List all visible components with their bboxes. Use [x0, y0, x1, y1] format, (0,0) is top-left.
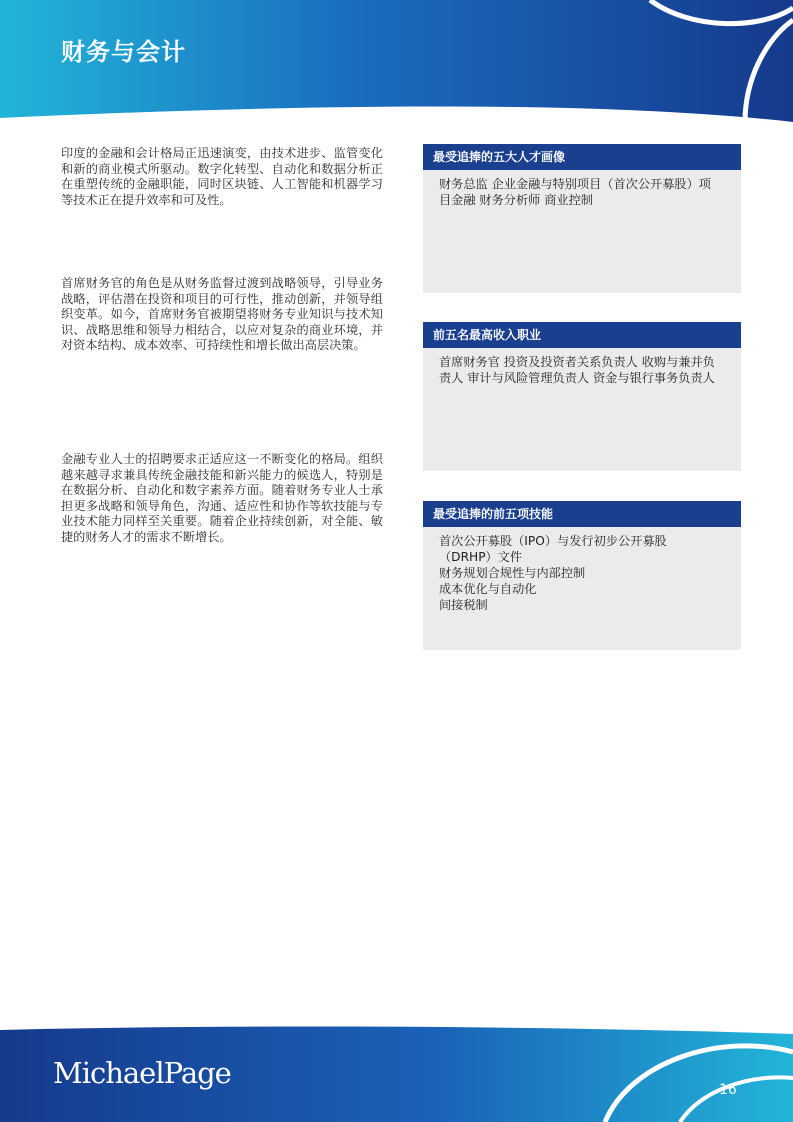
intro-paragraph: 印度的金融和会计格局正迅速演变，由技术进步、监管变化和新的商业模式所驱动。数字化转型、自动化和数据分析正在重塑传统的金融职能，同时区块链、人工智能和机器学习等技术正在提升效率和可及性。: [61, 146, 383, 207]
talent-profiles-body: 财务总监 企业金融与特别项目（首次公开募股）项目金融 财务分析师 商业控制: [439, 177, 711, 207]
top-skills-box: [423, 501, 741, 650]
top-income-heading: 前五名最高收入职业: [423, 322, 741, 348]
top-income-box: [423, 322, 741, 471]
michael-page-logo: MichaelPage: [53, 1056, 231, 1090]
cfo-paragraph: 首席财务官的角色是从财务监督过渡到战略领导，引导业务战略，评估潜在投资和项目的可行性，推动创新，并领导组织变革。如今，首席财务官被期望将财务专业知识与技术知识、战略思维和领导力相结合，以应对复杂的商业环境，并对资本结构、成本效率、可持续性和增长做出高层决策。: [61, 276, 383, 353]
skill-item: 首次公开募股（IPO）与发行初步公开募股（DRHP）文件: [439, 534, 667, 564]
skill-item: 成本优化与自动化: [439, 582, 537, 596]
page-title: 财务与会计: [61, 38, 186, 66]
talent-profiles-heading: 最受追捧的五大人才画像: [423, 144, 741, 170]
top-skills-heading: 最受追捧的前五项技能: [423, 501, 741, 527]
top-income-body: 首席财务官 投资及投资者关系负责人 收购与兼并负责人 审计与风险管理负责人 资金与银行事务负责人: [439, 355, 715, 385]
skill-item: 财务规划合规性与内部控制: [439, 566, 586, 580]
skill-item: 间接税制: [439, 598, 488, 612]
page-footer: [0, 1022, 793, 1122]
page-header: [0, 0, 793, 122]
top-skills-list: [423, 527, 741, 613]
recruitment-paragraph: 金融专业人士的招聘要求正适应这一不断变化的格局。组织越来越寻求兼具传统金融技能和新兴能力的候选人，特别是在数据分析、自动化和数字素养方面。随着财务专业人士承担更多战略和领导角色，沟通、适应性和协作等软技能与专业技术能力同样至关重要。随着企业持续创新，对全能、敏捷的财务人才的需求不断增长。: [61, 452, 383, 544]
talent-profiles-box: [423, 144, 741, 293]
page-number: 16: [719, 1082, 737, 1098]
